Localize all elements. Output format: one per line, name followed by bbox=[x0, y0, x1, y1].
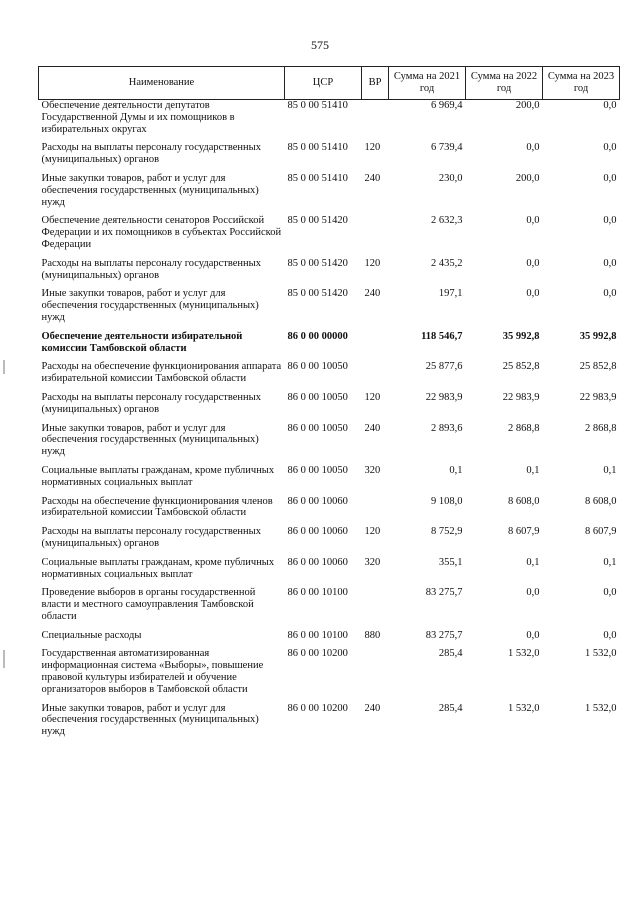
row-sum-2023: 0,0 bbox=[603, 257, 617, 269]
row-csr-code: 86 0 00 10100 bbox=[287, 629, 348, 641]
row-sum-2021: 2 893,6 bbox=[431, 422, 463, 434]
row-csr-code: 86 0 00 10100 bbox=[287, 587, 348, 599]
row-sum-2021: 355,1 bbox=[438, 556, 463, 568]
row-vr-code: 320 bbox=[364, 556, 381, 568]
row-sum-2021: 25 877,6 bbox=[425, 361, 463, 373]
row-csr-code: 85 0 00 51410 bbox=[287, 172, 348, 184]
row-sum-2022: 200,0 bbox=[515, 100, 540, 111]
row-csr-code: 85 0 00 51420 bbox=[287, 215, 348, 227]
table-row bbox=[39, 100, 620, 143]
row-sum-2022: 2 868,8 bbox=[508, 422, 540, 434]
table-row bbox=[39, 496, 620, 527]
row-vr-code: 240 bbox=[364, 422, 381, 434]
row-sum-2023: 2 868,8 bbox=[585, 422, 617, 434]
row-sum-2021: 9 108,0 bbox=[431, 495, 463, 507]
row-sum-2022: 22 983,9 bbox=[502, 391, 540, 403]
row-name: Расходы на выплаты персоналу государственных (муниципальных) органов bbox=[41, 257, 261, 281]
row-name: Проведение выборов в органы государственной власти и местного самоуправления Тамбовской области bbox=[41, 587, 256, 622]
row-sum-2021: 8 752,9 bbox=[431, 526, 463, 538]
row-csr-code: 85 0 00 51420 bbox=[287, 257, 348, 269]
row-name: Расходы на выплаты персоналу государственных (муниципальных) органов bbox=[41, 526, 261, 549]
row-csr-code: 85 0 00 51420 bbox=[287, 288, 348, 300]
row-csr-code: 86 0 00 10050 bbox=[287, 361, 348, 373]
row-name: Обеспечение деятельности избирательной комиссии Тамбовской области bbox=[41, 330, 243, 354]
table-header-row bbox=[39, 67, 620, 100]
row-sum-2021: 2 632,3 bbox=[431, 215, 463, 227]
row-csr-code: 86 0 00 10050 bbox=[287, 422, 348, 434]
row-sum-2021: 285,4 bbox=[438, 648, 463, 660]
scan-mark bbox=[3, 650, 5, 668]
row-sum-2022: 0,0 bbox=[526, 257, 540, 269]
row-csr-code: 86 0 00 00000 bbox=[287, 330, 348, 342]
table-row bbox=[39, 361, 620, 392]
table-row bbox=[39, 258, 620, 289]
row-vr-code bbox=[362, 587, 389, 629]
row-vr-code: 240 bbox=[364, 288, 381, 300]
row-vr-code: 120 bbox=[364, 391, 381, 403]
header-sum-2021: Сумма на 2021 год bbox=[389, 67, 466, 100]
row-name: Иные закупки товаров, работ и услуг для обеспечения государственных (муниципальных) нужд bbox=[41, 172, 259, 208]
row-csr-code: 86 0 00 10200 bbox=[287, 702, 348, 714]
row-sum-2023: 0,0 bbox=[603, 288, 617, 300]
row-sum-2022: 0,0 bbox=[526, 215, 540, 227]
row-sum-2022: 0,0 bbox=[526, 587, 540, 599]
row-sum-2022: 8 607,9 bbox=[508, 526, 540, 538]
row-sum-2023: 0,0 bbox=[603, 100, 617, 111]
table-row bbox=[39, 173, 620, 215]
row-csr-code: 86 0 00 10050 bbox=[287, 464, 348, 476]
row-csr-code: 86 0 00 10060 bbox=[287, 495, 348, 507]
header-sum-2022: Сумма на 2022 год bbox=[466, 67, 543, 100]
table-row bbox=[39, 331, 620, 362]
table-row bbox=[39, 587, 620, 629]
row-csr-code: 86 0 00 10060 bbox=[287, 556, 348, 568]
table-row bbox=[39, 465, 620, 496]
row-sum-2021: 0,1 bbox=[449, 464, 463, 476]
row-sum-2021: 22 983,9 bbox=[425, 391, 463, 403]
row-vr-code: 320 bbox=[364, 464, 381, 476]
header-csr: ЦСР bbox=[285, 67, 362, 100]
row-name: Расходы на выплаты персоналу государственных (муниципальных) органов bbox=[41, 391, 261, 415]
row-sum-2023: 8 608,0 bbox=[585, 495, 617, 507]
row-csr-code: 85 0 00 51410 bbox=[287, 100, 348, 111]
row-vr-code: 120 bbox=[364, 142, 381, 154]
page-number: 575 bbox=[311, 38, 329, 52]
row-sum-2022: 0,0 bbox=[526, 629, 540, 641]
row-csr-code: 86 0 00 10200 bbox=[287, 648, 348, 660]
row-sum-2023: 8 607,9 bbox=[585, 526, 617, 538]
header-name: Наименование bbox=[39, 67, 285, 100]
row-sum-2023: 0,0 bbox=[603, 587, 617, 599]
row-sum-2023: 0,0 bbox=[603, 142, 617, 154]
row-name: Расходы на обеспечение функционирования аппарата избирательной комиссии Тамбовской области bbox=[41, 361, 282, 385]
row-sum-2022: 0,0 bbox=[526, 142, 540, 154]
row-sum-2022: 0,0 bbox=[526, 288, 540, 300]
row-sum-2022: 0,1 bbox=[526, 464, 540, 476]
row-vr-code bbox=[362, 215, 389, 257]
row-sum-2022: 35 992,8 bbox=[502, 330, 540, 342]
row-csr-code: 85 0 00 51410 bbox=[287, 142, 348, 154]
row-sum-2023: 22 983,9 bbox=[579, 391, 617, 403]
table-row bbox=[39, 392, 620, 423]
row-vr-code bbox=[362, 648, 389, 702]
table-row bbox=[39, 703, 620, 745]
table-row bbox=[39, 557, 620, 588]
row-sum-2022: 1 532,0 bbox=[508, 702, 540, 714]
row-name: Иные закупки товаров, работ и услуг для обеспечения государственных (муниципальных) нужд bbox=[41, 288, 259, 323]
row-vr-code bbox=[362, 331, 389, 362]
row-sum-2022: 200,0 bbox=[515, 172, 540, 184]
header-vr: ВР bbox=[362, 67, 389, 100]
row-name: Обеспечение деятельности сенаторов Российской Федерации и их помощников в субъектах Российской Федерации bbox=[41, 215, 282, 250]
row-sum-2021: 83 275,7 bbox=[425, 587, 463, 599]
row-vr-code: 240 bbox=[364, 702, 381, 714]
table-row bbox=[39, 142, 620, 173]
row-vr-code bbox=[362, 496, 389, 527]
row-vr-code bbox=[362, 361, 389, 392]
row-vr-code: 240 bbox=[364, 172, 381, 184]
row-sum-2023: 25 852,8 bbox=[579, 361, 617, 373]
table-row bbox=[39, 215, 620, 257]
row-sum-2021: 230,0 bbox=[438, 172, 463, 184]
row-sum-2021: 83 275,7 bbox=[425, 629, 463, 641]
table-row bbox=[39, 526, 620, 557]
row-name: Расходы на выплаты персоналу государственных (муниципальных) органов bbox=[41, 142, 261, 166]
row-sum-2023: 0,0 bbox=[603, 215, 617, 227]
row-sum-2022: 1 532,0 bbox=[508, 648, 540, 660]
row-sum-2021: 6 969,4 bbox=[431, 100, 463, 111]
row-name: Социальные выплаты гражданам, кроме публичных нормативных социальных выплат bbox=[41, 556, 275, 580]
row-sum-2023: 0,0 bbox=[603, 629, 617, 641]
row-name: Обеспечение деятельности депутатов Государственной Думы и их помощников в избирательных округах bbox=[41, 100, 235, 135]
header-sum-2023: Сумма на 2023 год bbox=[543, 67, 620, 100]
row-name: Иные закупки товаров, работ и услуг для обеспечения государственных (муниципальных) нужд bbox=[41, 702, 259, 738]
row-sum-2021: 118 546,7 bbox=[421, 330, 463, 342]
row-name: Социальные выплаты гражданам, кроме публичных нормативных социальных выплат bbox=[41, 464, 275, 488]
row-name: Специальные расходы bbox=[41, 629, 142, 641]
row-vr-code: 120 bbox=[364, 526, 381, 538]
table-row bbox=[39, 423, 620, 465]
row-sum-2023: 1 532,0 bbox=[585, 648, 617, 660]
row-sum-2021: 285,4 bbox=[438, 702, 463, 714]
scan-mark bbox=[3, 360, 5, 374]
row-sum-2022: 25 852,8 bbox=[502, 361, 540, 373]
row-sum-2023: 0,1 bbox=[603, 464, 617, 476]
row-csr-code: 86 0 00 10060 bbox=[287, 526, 348, 538]
row-sum-2021: 197,1 bbox=[438, 288, 463, 300]
table-row bbox=[39, 648, 620, 702]
row-vr-code: 880 bbox=[364, 629, 381, 641]
row-sum-2021: 6 739,4 bbox=[431, 142, 463, 154]
row-sum-2023: 0,1 bbox=[603, 556, 617, 568]
row-sum-2022: 8 608,0 bbox=[508, 495, 540, 507]
row-name: Иные закупки товаров, работ и услуг для обеспечения государственных (муниципальных) нужд bbox=[41, 422, 259, 458]
row-sum-2023: 1 532,0 bbox=[585, 702, 617, 714]
table-row bbox=[39, 630, 620, 649]
row-csr-code: 86 0 00 10050 bbox=[287, 391, 348, 403]
row-vr-code bbox=[362, 100, 389, 143]
row-sum-2022: 0,1 bbox=[526, 556, 540, 568]
row-sum-2023: 35 992,8 bbox=[579, 330, 617, 342]
table-row bbox=[39, 288, 620, 330]
row-name: Расходы на обеспечение функционирования членов избирательной комиссии Тамбовской области bbox=[41, 495, 273, 519]
row-sum-2021: 2 435,2 bbox=[431, 257, 463, 269]
row-sum-2023: 0,0 bbox=[603, 172, 617, 184]
budget-table bbox=[38, 66, 620, 745]
row-name: Государственная автоматизированная информационная система «Выборы», повышение правовой культуры избирателей и обучение организаторов выборов в Тамбовской области bbox=[41, 648, 264, 695]
row-vr-code: 120 bbox=[364, 257, 381, 269]
